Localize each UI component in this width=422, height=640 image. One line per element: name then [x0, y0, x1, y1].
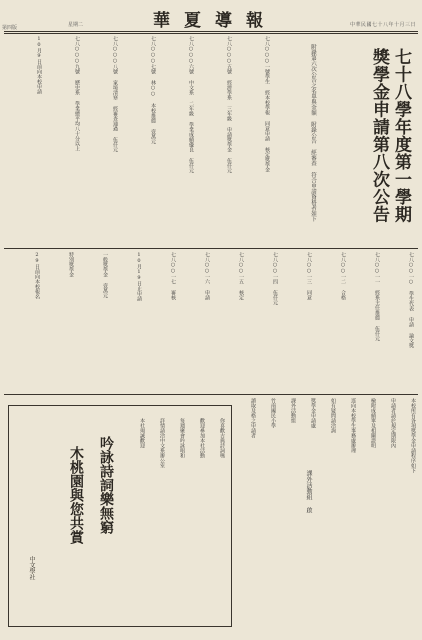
ad-body-line: 你喜歡古典詩詞嗎 — [219, 418, 225, 458]
header-rule-2 — [4, 33, 418, 34]
middle-column: 29日前向本校報名 — [34, 252, 40, 299]
ad-body-line: 每週聚會吟詠唱和 — [179, 418, 185, 458]
lower-column: 竹南國民小學 — [270, 398, 276, 428]
masthead: 華夏導報 — [153, 11, 277, 31]
lower-column: 讀取及格之申請者 — [250, 398, 256, 438]
middle-column: 七八○○一四 伍仟元 — [272, 252, 278, 305]
issue-date: 中華民國七十八年十月三日 — [349, 22, 416, 28]
section-rule-2 — [4, 394, 418, 395]
middle-columns — [8, 252, 414, 392]
title-line-2: 獎學金申請第八次公告 — [369, 48, 389, 223]
weekday: 星期二 — [68, 22, 84, 28]
lower-column: 如有疑問請洽詢 — [330, 398, 336, 433]
notice-intro: 附錄第六次公告之名單與金額 附錄公告 經審查 符合申請資格者如下 — [310, 44, 316, 222]
ad-organizer: 中文學社 — [28, 556, 35, 580]
signature: 課外活動組 啟 — [305, 470, 312, 513]
notice-column: 七八○○○一號學生 經本校學報 同意申請 核定獎學金 — [264, 36, 270, 172]
middle-column: 七八○○一五 核定 — [238, 252, 244, 300]
notice-column: 七八○○○七號 林○○ 本校推薦 壹萬元 — [150, 36, 156, 144]
middle-column: 七八○○一六 申請 — [204, 252, 210, 300]
middle-column: 一般獎學金 壹萬元 — [102, 252, 108, 298]
middle-column: 10月19日止申請 — [136, 252, 142, 301]
middle-column: 七八○○一一 經系主任推薦 伍仟元 — [374, 252, 380, 341]
notice-column: 七八○○○五號 經濟學系 三年級 申請獎學金 伍仟元 — [226, 36, 232, 173]
lower-column: 逕向本校學生事務處辦理 — [350, 398, 356, 453]
section-rule — [4, 248, 418, 249]
lower-column: 申請者請於規定期限內 — [390, 398, 396, 448]
ad-slogan-2: 木桃園與您共賞 — [68, 446, 84, 544]
notice-column: 七八○○○六號 中文系 二年級 學業成績優良 伍仟元 — [188, 36, 194, 173]
notice-columns — [8, 36, 270, 246]
header-rule — [4, 31, 418, 32]
middle-column: 七八○○一三 同意 — [306, 252, 312, 300]
ad-body-line: 歡迎參加本社活動 — [199, 418, 205, 458]
lower-column: 課外活動組 — [290, 398, 296, 423]
notice-column: 七八○○○九號 歷史系 學業總平均八十分以上 — [74, 36, 80, 151]
middle-column: 七八○○一七 審核 — [170, 252, 176, 300]
title-line-1: 七十八學年度第一學期 — [391, 48, 411, 223]
notice-title — [326, 48, 412, 244]
page-number: 第四版 — [2, 25, 18, 31]
ad-body-line: 詳情請洽中文系辦公室 — [159, 418, 165, 468]
ad-body-line: 本社竭誠歡迎 — [139, 418, 145, 448]
ad-slogan-1: 吟詠詩詞樂無窮 — [98, 436, 114, 534]
middle-column: 七八○○一○ 學生代表 申請 論文獎 — [408, 252, 414, 348]
poetry-ad — [8, 405, 232, 627]
notice-column: 七八○○○八號 家境清寒 經審查通過 伍仟元 — [112, 36, 118, 152]
lower-column: 檢附成績單及相關證明 — [370, 398, 376, 448]
lower-columns — [230, 398, 416, 580]
lower-column: 獎學金申請處 — [310, 398, 316, 428]
notice-column: 10月9日前向本校申請 — [36, 36, 42, 94]
lower-column: 本校所有各項獎學金申請程序如下 — [410, 398, 416, 473]
middle-column: 七八○○一二 合格 — [340, 252, 346, 300]
middle-column: 特別獎學金 — [68, 252, 74, 277]
masthead-area — [0, 0, 422, 30]
